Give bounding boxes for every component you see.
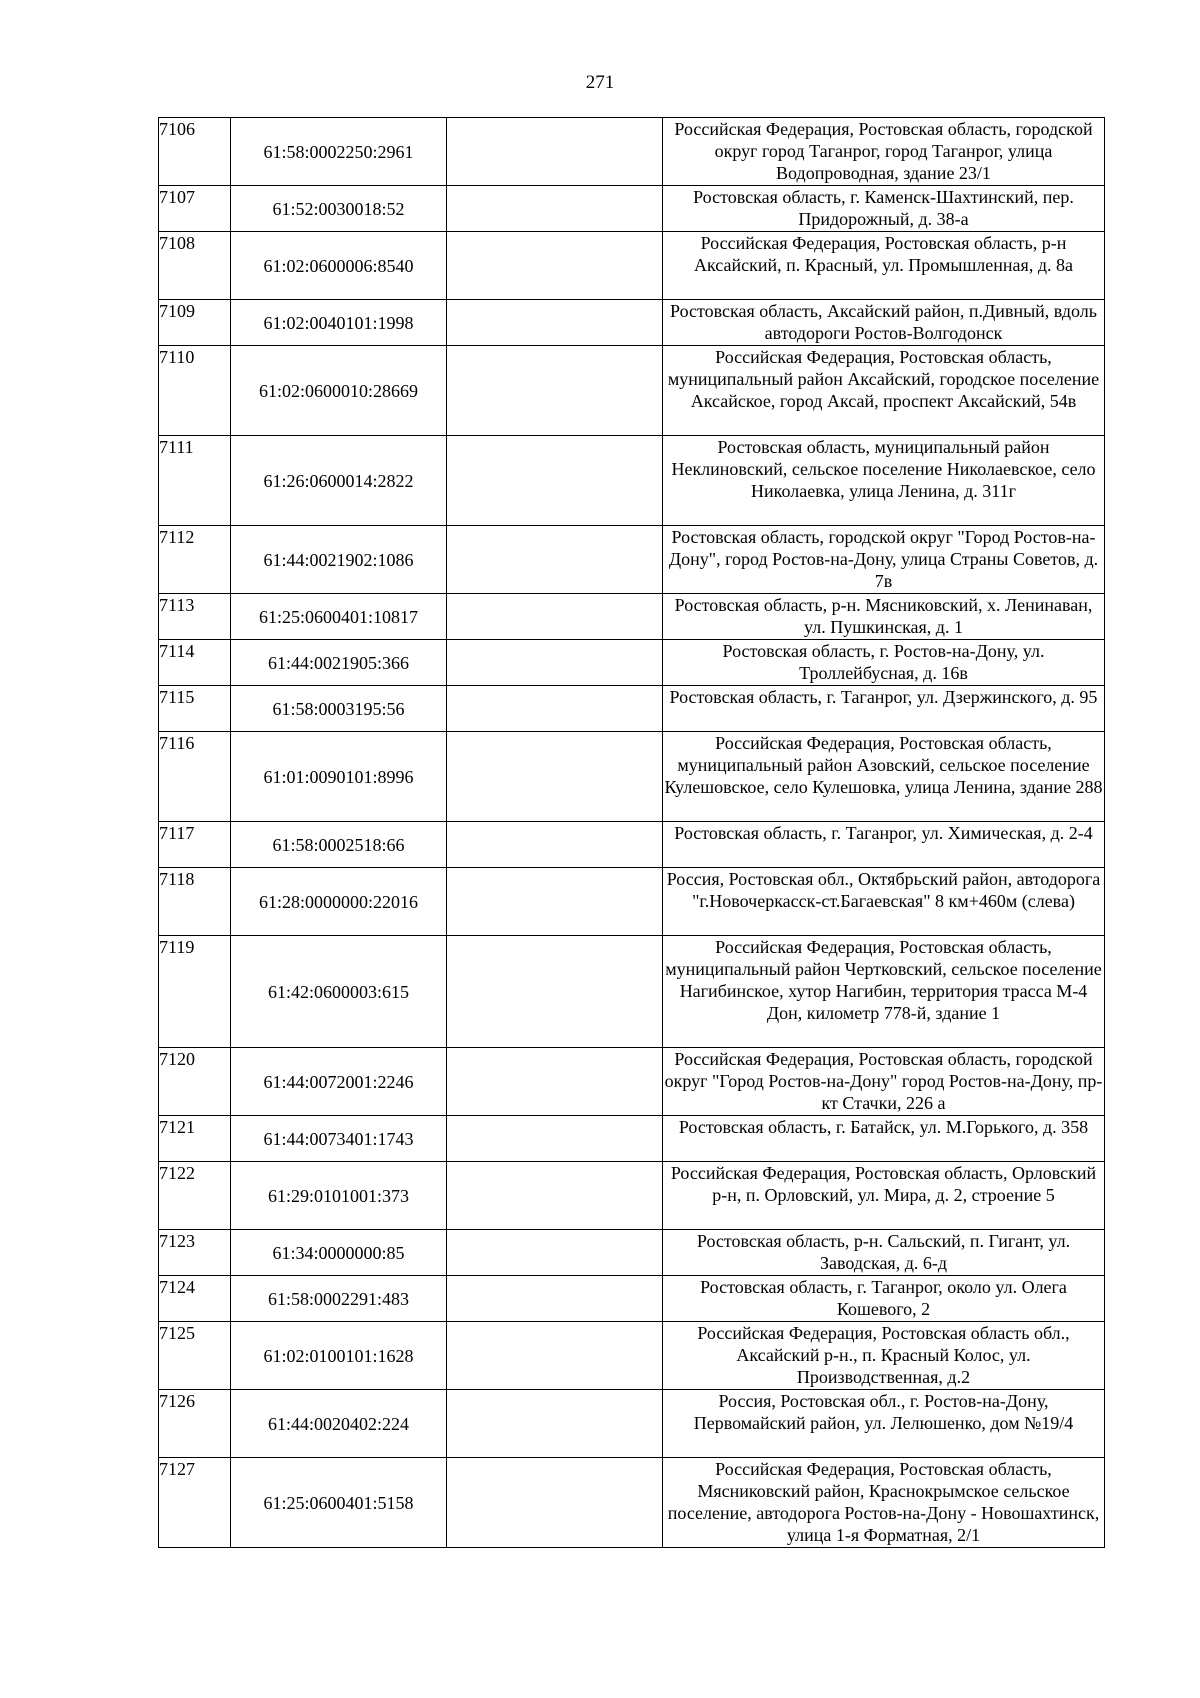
address-cell: Ростовская область, г. Ростов-на-Дону, ул. Троллейбусная, д. 16в <box>663 640 1105 686</box>
table-row <box>159 868 1105 936</box>
empty-cell <box>447 1322 663 1390</box>
row-number-cell: 7111 <box>159 436 231 526</box>
row-number-cell: 7110 <box>159 346 231 436</box>
address-cell: Ростовская область, г. Каменск-Шахтинский, пер. Придорожный, д. 38-а <box>663 186 1105 232</box>
cadastral-number-cell: 61:52:0030018:52 <box>231 186 447 232</box>
cadastral-number-cell: 61:26:0600014:2822 <box>231 436 447 526</box>
row-number-cell: 7127 <box>159 1458 231 1548</box>
row-number-cell: 7107 <box>159 186 231 232</box>
cadastral-number-cell: 61:34:0000000:85 <box>231 1230 447 1276</box>
empty-cell <box>447 1276 663 1322</box>
table-row <box>159 232 1105 300</box>
cadastral-number-cell: 61:02:0600006:8540 <box>231 232 447 300</box>
empty-cell <box>447 640 663 686</box>
row-number-cell: 7109 <box>159 300 231 346</box>
empty-cell <box>447 1458 663 1548</box>
empty-cell <box>447 936 663 1048</box>
table-row <box>159 526 1105 594</box>
empty-cell <box>447 118 663 186</box>
cadastral-number-cell: 61:44:0072001:2246 <box>231 1048 447 1116</box>
empty-cell <box>447 526 663 594</box>
address-cell: Ростовская область, Аксайский район, п.Дивный, вдоль автодороги Ростов-Волгодонск <box>663 300 1105 346</box>
table-row <box>159 1230 1105 1276</box>
address-cell: Российская Федерация, Ростовская область, муниципальный район Чертковский, сельское поселение Нагибинское, хутор Нагибин, территория трасса М-4 Дон, километр 778-й, здание 1 <box>663 936 1105 1048</box>
cadastral-number-cell: 61:58:0003195:56 <box>231 686 447 732</box>
empty-cell <box>447 732 663 822</box>
table-row <box>159 436 1105 526</box>
address-cell: Ростовская область, городской округ "Город Ростов-на-Дону", город Ростов-на-Дону, улица Страны Советов, д. 7в <box>663 526 1105 594</box>
row-number-cell: 7115 <box>159 686 231 732</box>
page-number: 271 <box>585 72 615 93</box>
row-number-cell: 7112 <box>159 526 231 594</box>
address-cell: Российская Федерация, Ростовская область, Мясниковский район, Краснокрымское сельское поселение, автодорога Ростов-на-Дону - Новошахтинск, улица 1-я Форматная, 2/1 <box>663 1458 1105 1548</box>
address-cell: Российская Федерация, Ростовская область, городской округ город Таганрог, город Таганрог, улица Водопроводная, здание 23/1 <box>663 118 1105 186</box>
empty-cell <box>447 300 663 346</box>
cadastral-number-cell: 61:58:0002518:66 <box>231 822 447 868</box>
cadastral-number-cell: 61:25:0600401:10817 <box>231 594 447 640</box>
table-row <box>159 1048 1105 1116</box>
registry-table <box>158 117 1105 1548</box>
cadastral-number-cell: 61:44:0020402:224 <box>231 1390 447 1458</box>
table-row <box>159 300 1105 346</box>
address-cell: Российская Федерация, Ростовская область, р-н Аксайский, п. Красный, ул. Промышленная, д. 8а <box>663 232 1105 300</box>
row-number-cell: 7125 <box>159 1322 231 1390</box>
cadastral-number-cell: 61:25:0600401:5158 <box>231 1458 447 1548</box>
address-cell: Ростовская область, г. Таганрог, ул. Химическая, д. 2-4 <box>663 822 1105 868</box>
cadastral-number-cell: 61:58:0002291:483 <box>231 1276 447 1322</box>
address-cell: Российская Федерация, Ростовская область, городской округ "Город Ростов-на-Дону" город Ростов-на-Дону, пр-кт Стачки, 226 а <box>663 1048 1105 1116</box>
empty-cell <box>447 186 663 232</box>
empty-cell <box>447 1116 663 1162</box>
table-row <box>159 1322 1105 1390</box>
cadastral-number-cell: 61:29:0101001:373 <box>231 1162 447 1230</box>
row-number-cell: 7124 <box>159 1276 231 1322</box>
row-number-cell: 7113 <box>159 594 231 640</box>
empty-cell <box>447 1048 663 1116</box>
row-number-cell: 7108 <box>159 232 231 300</box>
empty-cell <box>447 594 663 640</box>
address-cell: Ростовская область, муниципальный район Неклиновский, сельское поселение Николаевское, село Николаевка, улица Ленина, д. 311г <box>663 436 1105 526</box>
registry-table-body <box>159 118 1105 1548</box>
address-cell: Российская Федерация, Ростовская область обл., Аксайский р-н., п. Красный Колос, ул. Производственная, д.2 <box>663 1322 1105 1390</box>
row-number-cell: 7123 <box>159 1230 231 1276</box>
row-number-cell: 7106 <box>159 118 231 186</box>
cadastral-number-cell: 61:02:0600010:28669 <box>231 346 447 436</box>
cadastral-number-cell: 61:44:0021905:366 <box>231 640 447 686</box>
table-row <box>159 936 1105 1048</box>
table-row <box>159 594 1105 640</box>
empty-cell <box>447 686 663 732</box>
row-number-cell: 7122 <box>159 1162 231 1230</box>
address-cell: Ростовская область, г. Таганрог, ул. Дзержинского, д. 95 <box>663 686 1105 732</box>
table-row <box>159 686 1105 732</box>
empty-cell <box>447 868 663 936</box>
row-number-cell: 7121 <box>159 1116 231 1162</box>
row-number-cell: 7116 <box>159 732 231 822</box>
row-number-cell: 7120 <box>159 1048 231 1116</box>
cadastral-number-cell: 61:02:0040101:1998 <box>231 300 447 346</box>
row-number-cell: 7118 <box>159 868 231 936</box>
cadastral-number-cell: 61:01:0090101:8996 <box>231 732 447 822</box>
address-cell: Россия, Ростовская обл., Октябрьский район, автодорога "г.Новочеркасск-ст.Багаевская" 8 км+460м (слева) <box>663 868 1105 936</box>
table-row <box>159 346 1105 436</box>
table-row <box>159 1162 1105 1230</box>
empty-cell <box>447 436 663 526</box>
table-row <box>159 118 1105 186</box>
row-number-cell: 7119 <box>159 936 231 1048</box>
empty-cell <box>447 1390 663 1458</box>
address-cell: Ростовская область, р-н. Мясниковский, х. Ленинаван, ул. Пушкинская, д. 1 <box>663 594 1105 640</box>
cadastral-number-cell: 61:44:0021902:1086 <box>231 526 447 594</box>
cadastral-number-cell: 61:58:0002250:2961 <box>231 118 447 186</box>
empty-cell <box>447 822 663 868</box>
address-cell: Российская Федерация, Ростовская область, Орловский р-н, п. Орловский, ул. Мира, д. 2, строение 5 <box>663 1162 1105 1230</box>
address-cell: Ростовская область, г. Таганрог, около ул. Олега Кошевого, 2 <box>663 1276 1105 1322</box>
empty-cell <box>447 1230 663 1276</box>
table-row <box>159 1276 1105 1322</box>
table-row <box>159 822 1105 868</box>
empty-cell <box>447 346 663 436</box>
cadastral-number-cell: 61:42:0600003:615 <box>231 936 447 1048</box>
row-number-cell: 7114 <box>159 640 231 686</box>
row-number-cell: 7117 <box>159 822 231 868</box>
cadastral-number-cell: 61:02:0100101:1628 <box>231 1322 447 1390</box>
address-cell: Российская Федерация, Ростовская область, муниципальный район Аксайский, городское поселение Аксайское, город Аксай, проспект Аксайский, 54в <box>663 346 1105 436</box>
cadastral-number-cell: 61:28:0000000:22016 <box>231 868 447 936</box>
empty-cell <box>447 232 663 300</box>
address-cell: Ростовская область, г. Батайск, ул. М.Горького, д. 358 <box>663 1116 1105 1162</box>
table-row <box>159 1390 1105 1458</box>
address-cell: Российская Федерация, Ростовская область, муниципальный район Азовский, сельское поселение Кулешовское, село Кулешовка, улица Ленина, здание 288 <box>663 732 1105 822</box>
address-cell: Ростовская область, р-н. Сальский, п. Гигант, ул. Заводская, д. 6-д <box>663 1230 1105 1276</box>
address-cell: Россия, Ростовская обл., г. Ростов-на-Дону, Первомайский район, ул. Лелюшенко, дом №19/4 <box>663 1390 1105 1458</box>
cadastral-number-cell: 61:44:0073401:1743 <box>231 1116 447 1162</box>
table-row <box>159 1116 1105 1162</box>
table-row <box>159 640 1105 686</box>
table-row <box>159 732 1105 822</box>
table-row <box>159 186 1105 232</box>
table-row <box>159 1458 1105 1548</box>
row-number-cell: 7126 <box>159 1390 231 1458</box>
empty-cell <box>447 1162 663 1230</box>
